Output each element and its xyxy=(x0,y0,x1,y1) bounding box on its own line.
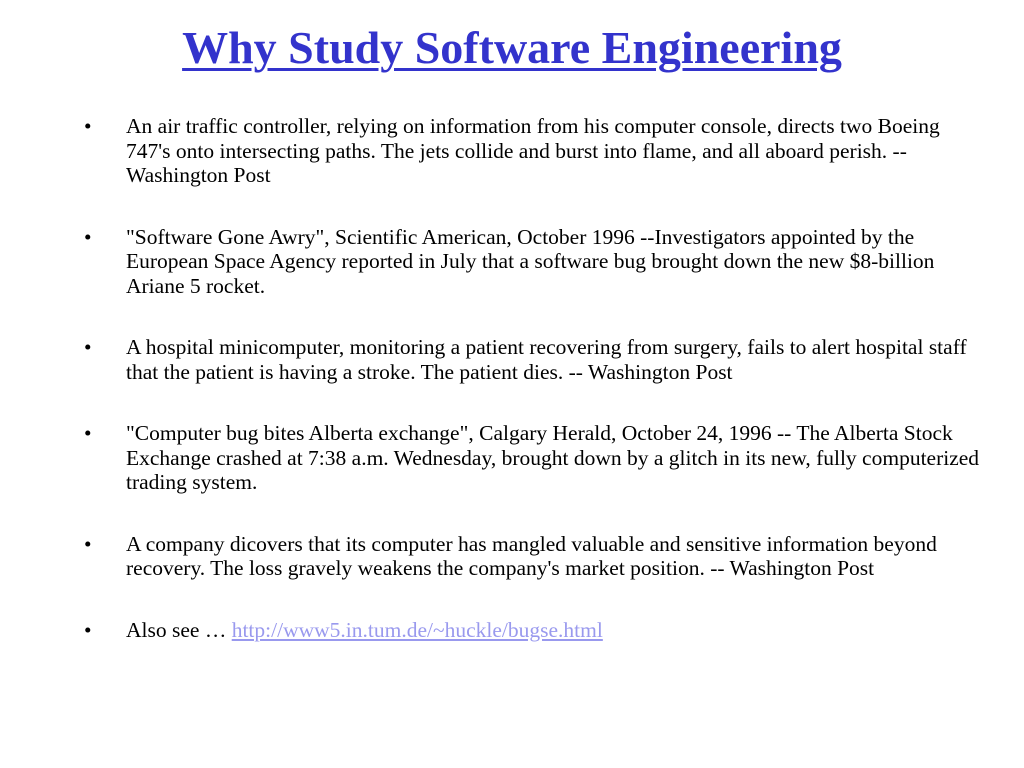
bullet-marker: • xyxy=(84,335,92,359)
bullet-item-ariane xyxy=(84,225,984,299)
bullet-text: A hospital minicomputer, monitoring a patient recovering from surgery, fails to alert hospital staff that the patient is having a stroke. The patient dies. -- Washington Post xyxy=(126,335,967,384)
bullet-text: "Software Gone Awry", Scientific American, October 1996 --Investigators appointed by the European Space Agency reported in July that a software bug brought down the new $8-billion Ariane 5 rocket. xyxy=(126,224,935,298)
bullet-text: Also see … xyxy=(126,617,232,642)
bullet-marker: • xyxy=(84,224,92,249)
bullet-marker: • xyxy=(84,617,92,642)
bullet-marker: • xyxy=(84,531,92,556)
slide-title: Why Study Software Engineering xyxy=(182,22,842,73)
bullet-marker: • xyxy=(84,421,92,445)
bullet-text: An air traffic controller, relying on information from his computer console, directs two Boeing 747's onto intersecting paths. The jets collide and burst into flame, and all aboard perish. -- Washington Post xyxy=(126,114,940,187)
bullet-item-air-traffic xyxy=(84,114,984,188)
bullet-item-alberta-exchange xyxy=(84,421,984,495)
bullet-text: A company dicovers that its computer has mangled valuable and sensitive information beyond recovery. The loss gravely weakens the company's market position. -- Washington Post xyxy=(126,531,937,580)
bullet-item-hospital xyxy=(84,335,984,384)
bullet-list xyxy=(84,114,984,679)
bullet-item-company-data-loss xyxy=(84,532,984,581)
bullet-text: "Computer bug bites Alberta exchange", Calgary Herald, October 24, 1996 -- The Alberta Stock Exchange crashed at 7:38 a.m. Wednesday, brought down by a glitch in its new, fully computerized trading system. xyxy=(126,421,980,494)
bullet-item-also-see xyxy=(84,618,984,643)
bugse-link[interactable]: http://www5.in.tum.de/~huckle/bugse.html xyxy=(231,617,603,642)
bullet-marker: • xyxy=(84,114,92,138)
